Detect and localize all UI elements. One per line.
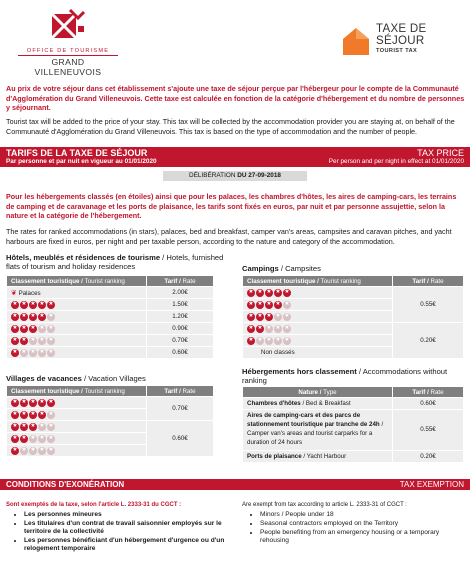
stars-cell (243, 299, 393, 311)
table-row (7, 335, 214, 347)
logo-mark-icon (48, 8, 88, 44)
star-empty-icon (29, 447, 37, 455)
star-empty-icon (274, 337, 282, 345)
exemption-intro-fr: Sont exemptés de la taxe, selon l'article L. 2333-31 du CGCT : (6, 502, 182, 508)
star-empty-icon (29, 435, 37, 443)
hotels-table (6, 275, 214, 359)
star-filled-icon (247, 301, 255, 309)
villages-col-rate: Tarif / Rate (147, 386, 214, 397)
list-item: • Minors / People under 18 (260, 511, 464, 519)
stars-cell (243, 335, 393, 347)
two-stars-icon (247, 325, 291, 333)
star-filled-icon (20, 337, 28, 345)
star-empty-icon (38, 447, 46, 455)
exemption-banner (0, 479, 470, 490)
tax-logo-line2: SÉJOUR (376, 34, 425, 47)
star-filled-icon (247, 289, 255, 297)
table-row (243, 323, 464, 335)
star-filled-icon (256, 313, 264, 321)
table-row (243, 410, 464, 451)
stars-cell (7, 323, 147, 335)
list-item: • Seasonal contractors employed on the Territory (260, 520, 464, 528)
star-empty-icon (283, 325, 291, 333)
table-row (243, 398, 464, 410)
banner-title-en: TAX PRICE (417, 148, 464, 158)
stars-cell (243, 323, 393, 335)
campings-title: Campings / Campsites (242, 264, 321, 273)
star-filled-icon (20, 399, 28, 407)
star-filled-icon (29, 325, 37, 333)
three-stars-icon (11, 325, 55, 333)
price-cell: 0.70€ (147, 397, 214, 421)
star-empty-icon (265, 337, 273, 345)
price-cell: 0.60€ (147, 421, 214, 457)
four-stars-icon (247, 301, 291, 309)
star-filled-icon (29, 411, 37, 419)
stars-cell (7, 397, 147, 409)
five-stars-icon (247, 289, 291, 297)
star-filled-icon (11, 399, 19, 407)
unranked-col-type: Nature / Type (243, 387, 393, 398)
exemption-list-fr (6, 511, 231, 553)
star-empty-icon (283, 301, 291, 309)
star-empty-icon (47, 325, 55, 333)
unranked-col-rate: Tarif / Rate (393, 387, 464, 398)
campings-col-rate: Tarif / Rate (393, 276, 464, 287)
star-filled-icon (38, 399, 46, 407)
star-empty-icon (47, 435, 55, 443)
price-cell: 2.00€ (147, 287, 214, 299)
star-empty-icon (29, 337, 37, 345)
unranked-title-fr: Hébergements hors classement (242, 367, 357, 376)
star-filled-icon (38, 411, 46, 419)
star-filled-icon (29, 313, 37, 321)
three-stars-icon (11, 423, 55, 431)
star-empty-icon (20, 447, 28, 455)
table-row (7, 311, 214, 323)
price-cell: 0.60€ (147, 347, 214, 359)
exemption-intro-en: Are exempt from tax according to article L. 2333-31 of CGCT : (242, 502, 407, 508)
star-filled-icon (29, 399, 37, 407)
stars-cell (7, 433, 147, 445)
star-filled-icon (38, 313, 46, 321)
tax-logo-line3: TOURIST TAX (376, 48, 418, 54)
price-cell: 0.20€ (393, 450, 464, 462)
star-filled-icon (11, 447, 19, 455)
star-filled-icon (256, 325, 264, 333)
stars-cell (7, 409, 147, 421)
star-empty-icon (38, 349, 46, 357)
exemption-english (242, 502, 464, 546)
star-empty-icon (47, 447, 55, 455)
table-row (7, 299, 214, 311)
campings-col-ranking: Classement touristique / Tourist ranking (243, 276, 393, 287)
intro-french: Au prix de votre séjour dans cet établissement s'ajoute une taxe de séjour perçue par l'hébergeur pour le compte de la Communauté d'Agglomération du Grand Villeneuvois. Cette taxe est calculée en fonction de la catégorie d'hébergement et du nombre de personnes y séjournant. (6, 84, 465, 112)
star-filled-icon (11, 423, 19, 431)
page-header (0, 0, 470, 80)
star-filled-icon (20, 301, 28, 309)
table-row (7, 347, 214, 359)
table-row (7, 323, 214, 335)
star-filled-icon (256, 301, 264, 309)
star-empty-icon (47, 349, 55, 357)
description-english: The rates for ranked accommodations (in stars), palaces, bed and breakfast, camper van's areas, campsites and caravan pitches, and yacht harbours are fixed in euros, per night and per taxable person, according to the nature and category of the accommodation. (6, 227, 452, 246)
deliberation-date: DU 27-09-2018 (237, 172, 281, 179)
hotels-title-fr: Hôtels, meublés et résidences de tourisme (6, 253, 161, 262)
villages-table (6, 385, 214, 457)
intro-english: Tourist tax will be added to the price of your stay. This tax will be collected by the accommodation provider you are staying at, on behalf of the Communauté d'Agglomération du Grand Villeneuvois. This tax is based on the type of accommodation and the number of people. (6, 117, 455, 136)
star-filled-icon (247, 337, 255, 345)
three-stars-icon (247, 313, 291, 321)
hotels-title-en: Hotels, furnished flats of tourism and holiday residences (6, 253, 224, 272)
star-filled-icon (274, 301, 282, 309)
one-star-icon (11, 349, 55, 357)
villages-title-en: Vacation Villages (88, 374, 146, 383)
type-cell: Chambres d'hôtes / Bed & Breakfast (243, 398, 393, 410)
hotels-col-rate: Tarif / Rate (147, 276, 214, 287)
description-french: Pour les hébergements classés (en étoiles) ainsi que pour les palaces, les chambres d'hôtes, les aires de camping-cars, les terrains de camping et de caravanage et les ports de plaisance, les tarifs sont fixés en euros, par nuit et par personne assujettie, selon la nature et la catégorie de l'hébergement. (6, 192, 457, 220)
star-empty-icon (38, 423, 46, 431)
star-filled-icon (20, 313, 28, 321)
star-filled-icon (20, 435, 28, 443)
stars-cell (7, 299, 147, 311)
star-empty-icon (47, 411, 55, 419)
price-cell: 0.60€ (393, 398, 464, 410)
star-filled-icon (20, 411, 28, 419)
star-filled-icon (274, 289, 282, 297)
hotels-col-ranking: Classement touristique / Tourist ranking (7, 276, 147, 287)
star-empty-icon (38, 325, 46, 333)
star-filled-icon (265, 301, 273, 309)
tax-logo-line1: TAXE DE (376, 23, 427, 35)
type-cell: Ports de plaisance / Yacht Harbour (243, 450, 393, 462)
deliberation-badge (163, 171, 307, 181)
star-filled-icon (265, 313, 273, 321)
price-cell: 1.20€ (147, 311, 214, 323)
stars-cell (7, 421, 147, 433)
logo-name-text: GRAND VILLENEUVOIS (18, 55, 118, 77)
star-filled-icon (11, 301, 19, 309)
star-filled-icon (11, 313, 19, 321)
exemption-list-en (242, 511, 464, 545)
star-empty-icon (47, 337, 55, 345)
star-filled-icon (47, 301, 55, 309)
star-empty-icon (256, 337, 264, 345)
star-filled-icon (20, 325, 28, 333)
tourism-office-logo (8, 8, 128, 76)
tax-price-banner (0, 147, 470, 167)
stars-cell (7, 347, 147, 359)
star-filled-icon (11, 349, 19, 357)
star-filled-icon (11, 325, 19, 333)
star-empty-icon (283, 337, 291, 345)
four-stars-icon (11, 411, 55, 419)
campings-title-en: Campsites (285, 264, 321, 273)
villages-title: Villages de vacances / Vacation Villages (6, 374, 146, 383)
stars-cell (7, 311, 147, 323)
table-row (7, 397, 214, 409)
price-cell: 0.55€ (393, 287, 464, 323)
palace-icon: ❦ (11, 289, 17, 297)
two-stars-icon (11, 337, 55, 345)
unranked-title: Hébergements hors classement / Accommodations without ranking (242, 367, 448, 386)
villages-title-fr: Villages de vacances (6, 374, 82, 383)
exemption-title-en: TAX EXEMPTION (399, 480, 464, 489)
unranked-cell: Non classés (243, 347, 393, 359)
palace-cell: ❦ Palaces (7, 287, 147, 299)
five-stars-icon (11, 301, 55, 309)
stars-cell (7, 335, 147, 347)
logo-office-text: OFFICE DE TOURISME (26, 48, 110, 54)
hotels-title: Hôtels, meublés et résidences de tourisme / Hotels, furnished flats of tourism and holiday residences (6, 253, 224, 272)
star-empty-icon (274, 313, 282, 321)
star-empty-icon (20, 349, 28, 357)
two-stars-icon (11, 435, 55, 443)
tourist-tax-logo (342, 22, 460, 62)
star-empty-icon (274, 325, 282, 333)
house-icon (342, 26, 370, 56)
price-cell: 0.20€ (393, 323, 464, 359)
star-filled-icon (47, 399, 55, 407)
star-filled-icon (29, 423, 37, 431)
star-filled-icon (29, 301, 37, 309)
unranked-table (242, 386, 464, 463)
exemption-french (6, 502, 231, 554)
star-empty-icon (29, 349, 37, 357)
price-cell: 0.55€ (393, 410, 464, 451)
stars-cell (243, 287, 393, 299)
list-item: • Les personnes bénéficiant d'un hébergement d'urgence ou d'un relogement temporaire (24, 537, 231, 553)
campings-table (242, 275, 464, 359)
star-empty-icon (47, 423, 55, 431)
star-filled-icon (256, 289, 264, 297)
deliberation-label: DÉLIBÉRATION (189, 172, 236, 179)
table-row (7, 421, 214, 433)
list-item: • Les titulaires d'un contrat de travail saisonnier employés sur le territoire de la collectivité (24, 520, 231, 536)
star-filled-icon (11, 435, 19, 443)
star-filled-icon (283, 289, 291, 297)
list-item: • Les personnes mineures (24, 511, 231, 519)
list-item: • People benefiting from an emergency housing or a temporary rehousing (260, 529, 464, 545)
one-star-icon (11, 447, 55, 455)
star-filled-icon (38, 301, 46, 309)
star-filled-icon (247, 313, 255, 321)
star-filled-icon (265, 289, 273, 297)
stars-cell (7, 445, 147, 457)
one-star-icon (247, 337, 291, 345)
star-empty-icon (47, 313, 55, 321)
price-cell: 0.90€ (147, 323, 214, 335)
stars-cell (243, 311, 393, 323)
table-row (243, 450, 464, 462)
table-row (7, 287, 214, 299)
five-stars-icon (11, 399, 55, 407)
unranked-title-en: Accommodations without ranking (242, 367, 448, 386)
campings-title-fr: Campings (242, 264, 279, 273)
price-cell: 0.70€ (147, 335, 214, 347)
type-cell: Aires de camping-cars et des parcs de stationnement touristique par tranche de 24h / Camper van's areas and tourist carparks for a duration of 24 hours (243, 410, 393, 451)
star-filled-icon (20, 423, 28, 431)
exemption-title-fr: CONDITIONS D'EXONÉRATION (6, 480, 125, 489)
banner-sub-en: Per person and per night in effect at 01/01/2020 (328, 158, 464, 165)
villages-col-ranking: Classement touristique / Tourist ranking (7, 386, 147, 397)
star-filled-icon (11, 411, 19, 419)
star-empty-icon (265, 325, 273, 333)
table-row (243, 287, 464, 299)
banner-sub-fr: Par personne et par nuit en vigueur au 01/01/2020 (6, 158, 157, 165)
four-stars-icon (11, 313, 55, 321)
price-cell: 1.50€ (147, 299, 214, 311)
star-filled-icon (247, 325, 255, 333)
banner-title-fr: TARIFS DE LA TAXE DE SÉJOUR (6, 148, 148, 158)
star-empty-icon (38, 337, 46, 345)
star-empty-icon (38, 435, 46, 443)
star-empty-icon (283, 313, 291, 321)
star-filled-icon (11, 337, 19, 345)
